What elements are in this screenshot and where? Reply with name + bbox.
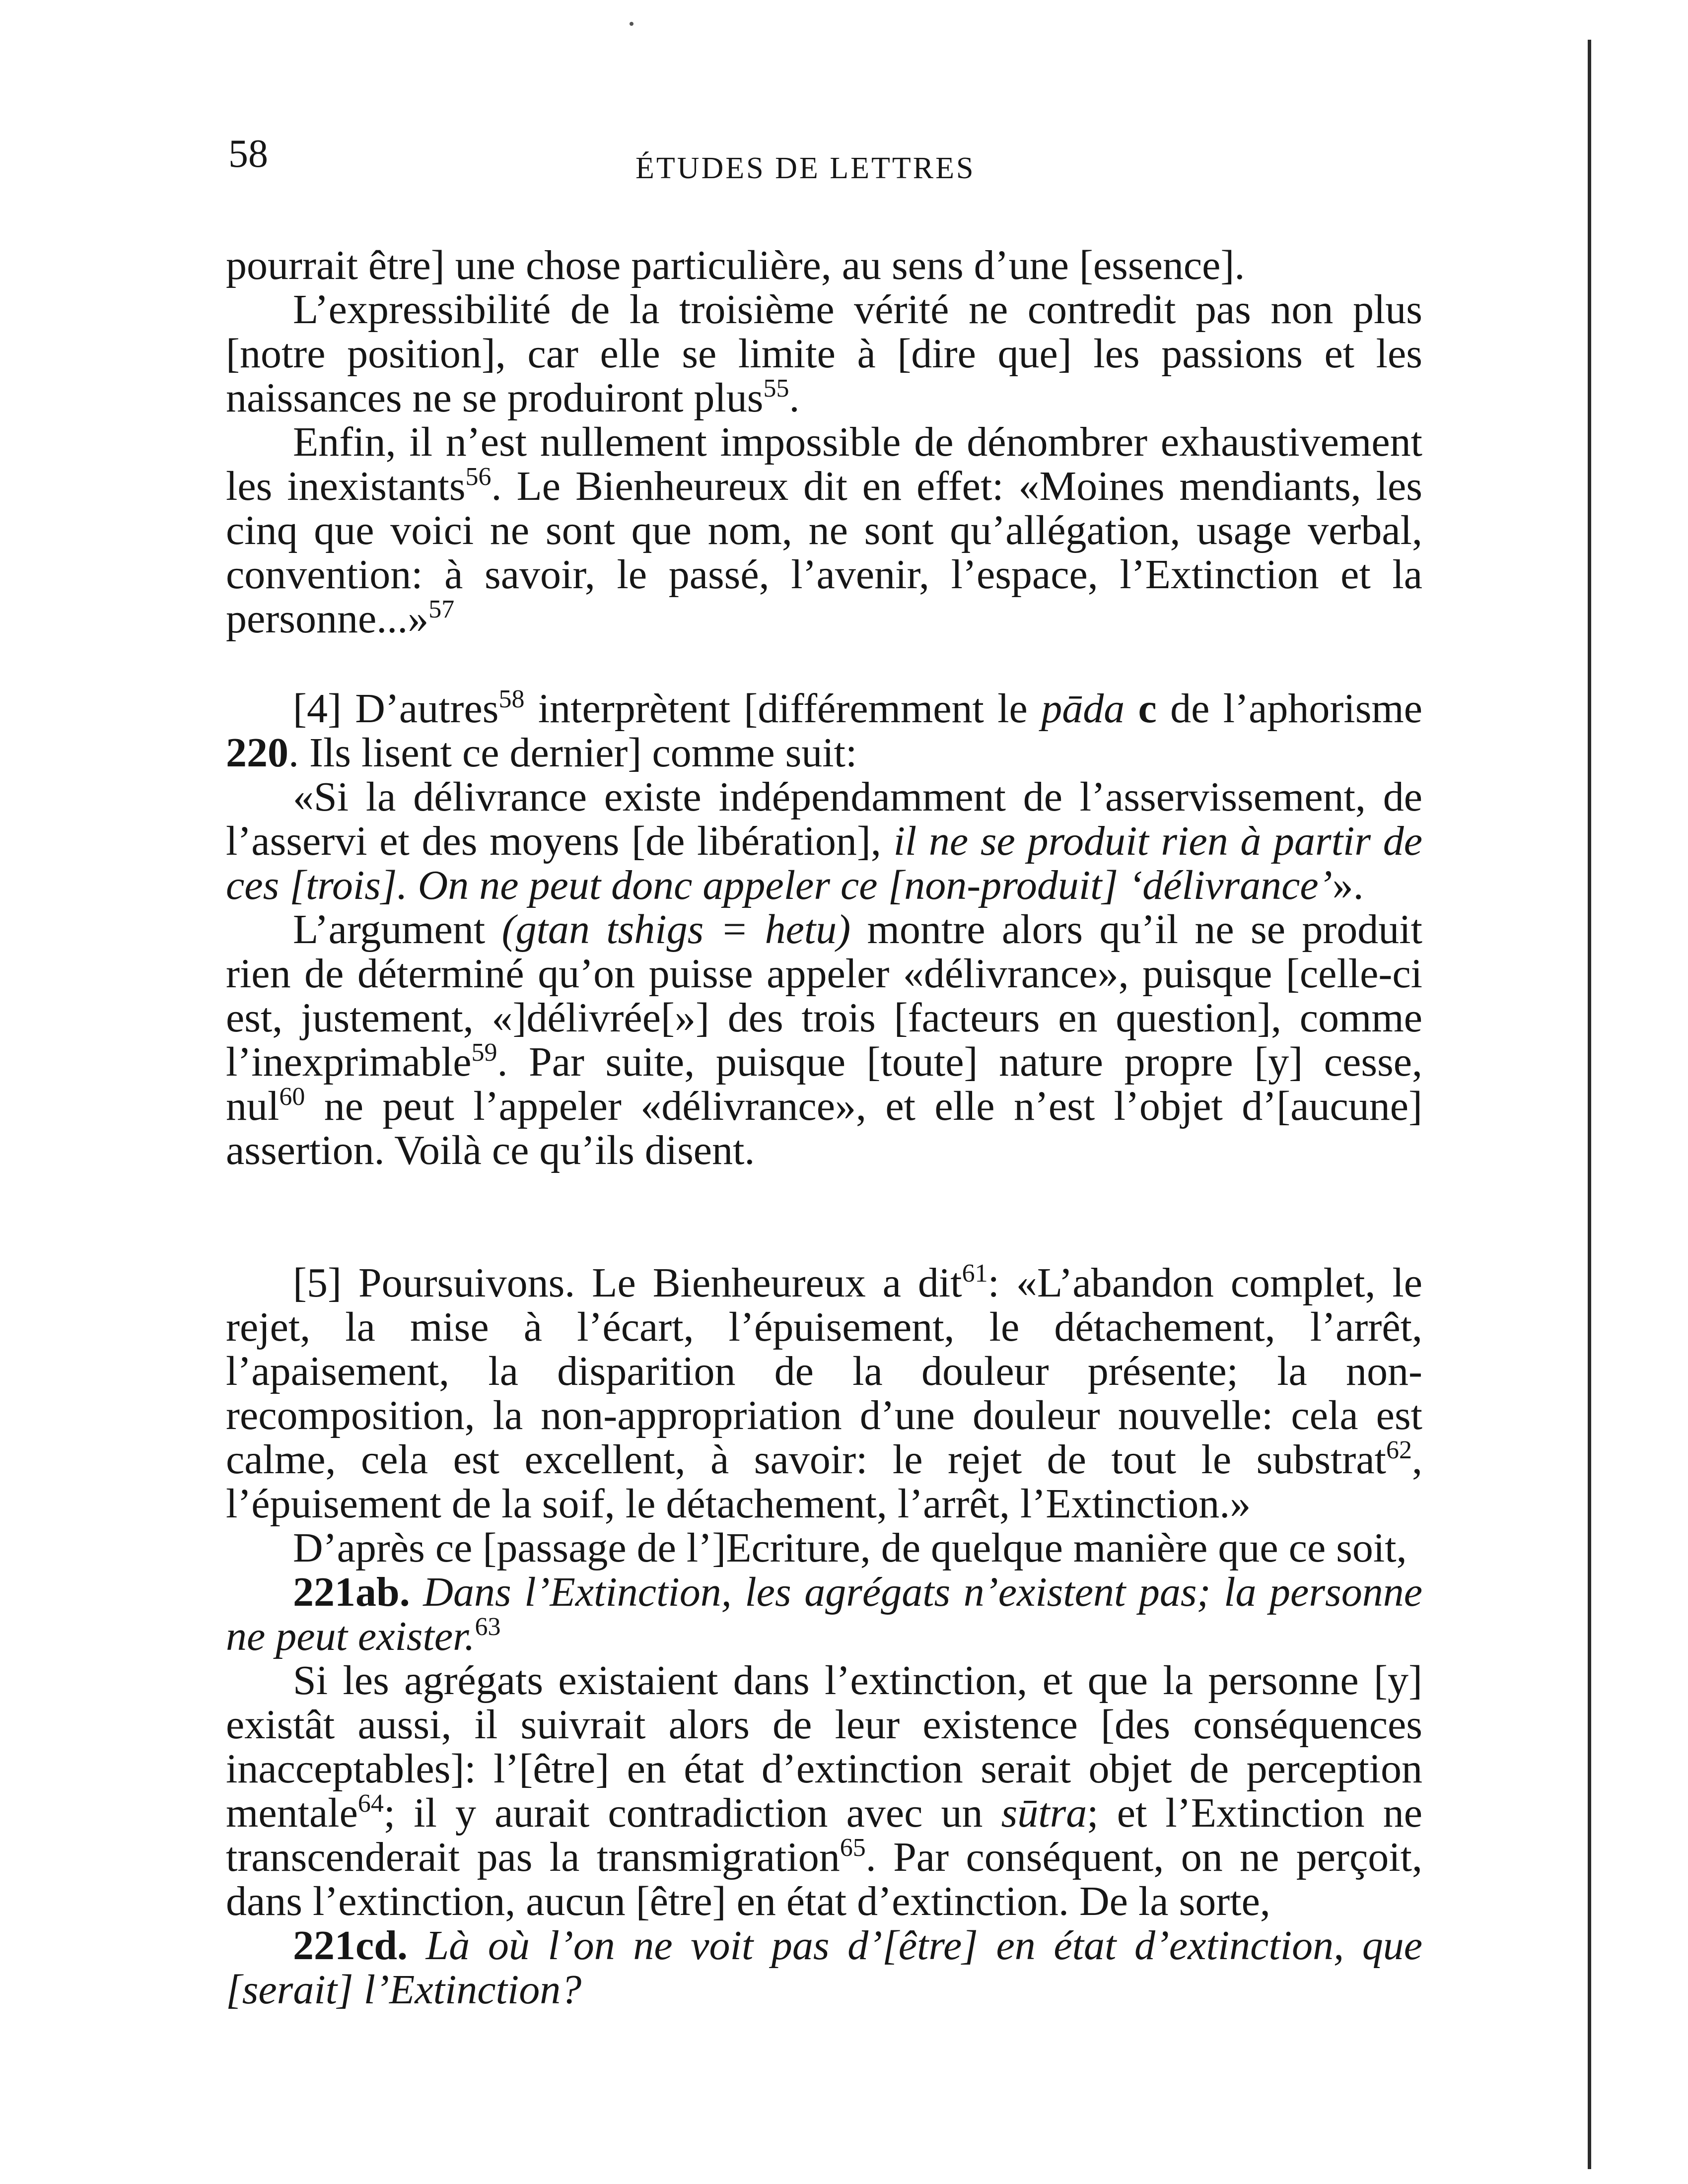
- verse-221ab: 221ab. Dans l’Extinction, les agrégats n’existent pas; la personne ne peut exister.$^{63}$: [226, 1569, 1422, 1659]
- footnote-ref: 63: [475, 1613, 501, 1641]
- footnote-ref: 55: [763, 374, 789, 403]
- paragraph-third-truth: L’expressibilité de la troisième vérité ne contredit pas non plus [notre position], car elle se limite à [dire que] les passions et les naissances ne se produiront plus$^{55}$.: [226, 286, 1422, 421]
- running-title: ÉTUDES DE LETTRES: [635, 151, 976, 185]
- footnote-ref: 62: [1386, 1436, 1412, 1464]
- margin-rule: [1588, 40, 1591, 2169]
- footnote-ref: 57: [428, 595, 455, 623]
- print-speck: [630, 22, 633, 26]
- footnote-ref: 58: [498, 685, 525, 713]
- paragraph-section-4: [4] D’autres$^{58}$ interprètent [différemment le pāda c de l’aphorisme 220. Ils lisent ce dernier] comme suit:: [226, 685, 1423, 776]
- body-text: [226, 243, 1422, 2012]
- footnote-ref: 64: [357, 1789, 384, 1818]
- footnote-ref: 56: [465, 463, 492, 491]
- paragraph-inexistants: Enfin, il n’est nullement impossible de dénombrer exhaustivement les inexistants$^{56}$. Le Bienheureux dit en effet: «Moines mendiants, les cinq que voici ne sont que nom, ne sont qu’allégation, usage verbal, convention: à savoir, le passé, l’avenir, l’espace, l’Extinction et la personne...»$^{57}$: [226, 419, 1422, 642]
- footnote-ref: 59: [471, 1038, 497, 1067]
- paragraph-quote-delivrance: «Si la délivrance existe indépendamment de l’asservissement, de l’asservi et des moyens [de libération], il ne se produit rien à partir de ces [trois]. On ne peut donc appeler ce [non-produit] ‘délivrance’».: [226, 774, 1423, 908]
- footnote-ref: 60: [279, 1083, 305, 1111]
- verse-221cd: 221cd. Là où l’on ne voit pas d’[être] en état d’extinction, que [serait] l’Extinction?: [226, 1922, 1422, 2013]
- paragraph-continuation: pourrait être] une chose particulière, au sens d’une [essence].: [226, 242, 1245, 288]
- footnote-ref: 61: [962, 1259, 988, 1288]
- footnote-ref: 65: [840, 1834, 866, 1862]
- paragraph-argument: L’argument (gtan tshigs = hetu) montre alors qu’il ne se produit rien de déterminé qu’on puisse appeler «délivrance», puisque [celle-ci est, justement, «]délivrée[»] des trois [facteurs en question], comme l’inexprimable$^{59}$. Par suite, puisque [toute] nature propre [y] cesse, nul$^{60}$ ne peut l’appeler «délivrance», et elle n’est l’objet d’[aucune] assertion. Voilà ce qu’ils disent.: [226, 906, 1422, 1173]
- paragraph-section-5: [5] Poursuivons. Le Bienheureux a dit$^{61}$: «L’abandon complet, le rejet, la mise à l’écart, l’épuisement, le détachement, l’arrêt, l’apaisement, la disparition de la douleur présente; la non-recomposition, la non-appropriation d’une douleur nouvelle: cela est calme, cela est excellent, à savoir: le rejet de tout le substrat$^{62}$, l’épuisement de la soif, le détachement, l’arrêt, l’Extinction.»: [226, 1259, 1422, 1527]
- paragraph-agregats: Si les agrégats existaient dans l’extinction, et que la personne [y] existât aussi, il suivrait alors de leur existence [des conséquences inacceptables]: l’[être] en état d’extinction serait objet de perception mentale$^{64}$; il y aurait contradiction avec un sūtra; et l’Extinction ne transcenderait pas la transmigration$^{65}$. Par conséquent, on ne perçoit, dans l’extinction, aucun [être] en état d’extinction. De la sorte,: [226, 1657, 1422, 1924]
- page-number: 58: [228, 132, 268, 176]
- paragraph-ecriture: D’après ce [passage de l’]Ecriture, de quelque manière que ce soit,: [293, 1525, 1407, 1571]
